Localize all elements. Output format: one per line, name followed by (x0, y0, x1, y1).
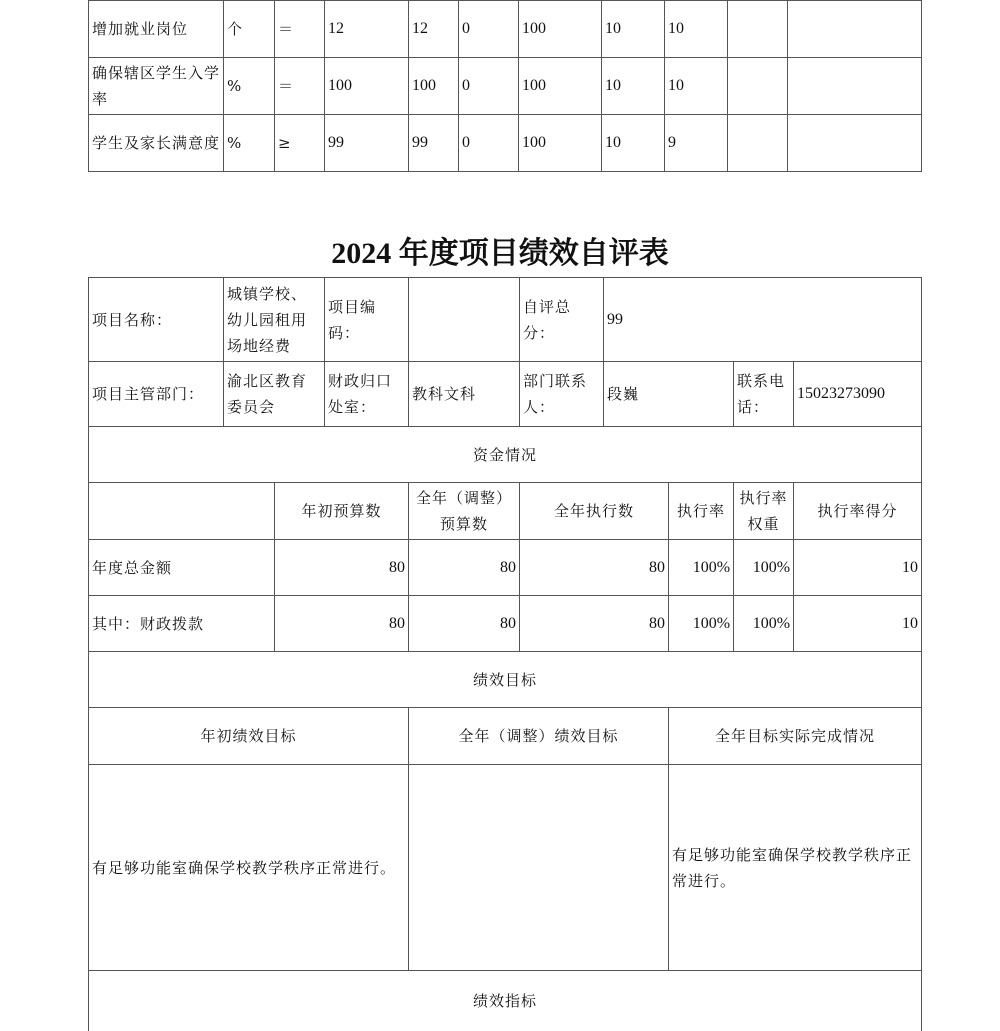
dept-label: 项目主管部门： (89, 362, 224, 427)
indicators-section-title: 绩效指标 (89, 971, 922, 1031)
indicator-deviation: 0 (459, 115, 519, 172)
funds-score: 10 (794, 596, 922, 652)
funds-score: 10 (794, 540, 922, 596)
funds-adjusted: 80 (409, 540, 520, 596)
phone-label: 联系电话： (734, 362, 794, 427)
indicator-note (788, 58, 922, 115)
contact-label: 部门联系人： (520, 362, 604, 427)
indicator-row (89, 115, 922, 172)
indicator-target: 100 (325, 58, 409, 115)
funds-executed: 80 (520, 596, 669, 652)
funds-rate: 100% (669, 540, 734, 596)
indicator-target: 12 (325, 1, 409, 58)
indicator-operator: ＝ (275, 1, 325, 58)
indicator-row (89, 1, 922, 58)
indicator-name: 确保辖区学生入学率 (89, 58, 224, 115)
goals-header-adjusted: 全年（调整）绩效目标 (409, 708, 669, 765)
indicator-note (728, 115, 788, 172)
project-name: 城镇学校、幼儿园租用场地经费 (224, 278, 325, 362)
indicator-score: 10 (665, 58, 728, 115)
indicator-note (788, 1, 922, 58)
funds-executed: 80 (520, 540, 669, 596)
goals-header-initial: 年初绩效目标 (89, 708, 409, 765)
indicator-unit: % (224, 115, 275, 172)
funds-header-executed: 全年执行数 (520, 483, 669, 540)
finance-office-label: 财政归口处室： (325, 362, 409, 427)
funds-initial: 80 (275, 540, 409, 596)
project-name-label: 项目名称： (89, 278, 224, 362)
funds-header-row (89, 483, 922, 540)
indicator-operator: ≥ (275, 115, 325, 172)
funds-header-rate: 执行率 (669, 483, 734, 540)
funds-header-adjusted: 全年（调整）预算数 (409, 483, 520, 540)
funds-weight: 100% (734, 596, 794, 652)
funds-header-initial: 年初预算数 (275, 483, 409, 540)
funds-row (89, 540, 922, 596)
indicator-completion: 100 (519, 115, 602, 172)
indicator-note (728, 1, 788, 58)
project-code (409, 278, 520, 362)
phone: 15023273090 (794, 362, 922, 427)
goals-header-actual: 全年目标实际完成情况 (669, 708, 922, 765)
contact: 段巍 (604, 362, 734, 427)
funds-header-score: 执行率得分 (794, 483, 922, 540)
dept: 渝北区教育委员会 (224, 362, 325, 427)
self-evaluation-table (88, 277, 922, 1031)
indicator-deviation: 0 (459, 58, 519, 115)
indicator-table (88, 0, 922, 172)
indicator-name: 增加就业岗位 (89, 1, 224, 58)
dept-info-row (89, 362, 922, 427)
self-score-label: 自评总分： (520, 278, 604, 362)
indicator-operator: ＝ (275, 58, 325, 115)
adjusted-goal (409, 765, 669, 971)
indicator-unit: 个 (224, 1, 275, 58)
actual-completion: 有足够功能室确保学校教学秩序正常进行。 (669, 765, 922, 971)
funds-header-blank (89, 483, 275, 540)
funds-initial: 80 (275, 596, 409, 652)
indicator-actual: 12 (409, 1, 459, 58)
funds-adjusted: 80 (409, 596, 520, 652)
funds-section-title: 资金情况 (89, 427, 922, 483)
indicator-target: 99 (325, 115, 409, 172)
funds-weight: 100% (734, 540, 794, 596)
funds-row-label: 其中：财政拨款 (89, 596, 275, 652)
indicator-note (788, 115, 922, 172)
indicator-note (728, 58, 788, 115)
funds-rate: 100% (669, 596, 734, 652)
project-code-label: 项目编码： (325, 278, 409, 362)
indicator-score: 10 (665, 1, 728, 58)
indicator-row (89, 58, 922, 115)
funds-row (89, 596, 922, 652)
finance-office: 教科文科 (409, 362, 520, 427)
funds-header-weight: 执行率权重 (734, 483, 794, 540)
indicator-weight: 10 (602, 1, 665, 58)
goals-row (89, 765, 922, 971)
funds-row-label: 年度总金额 (89, 540, 275, 596)
self-score: 99 (604, 278, 922, 362)
indicator-completion: 100 (519, 58, 602, 115)
indicator-deviation: 0 (459, 1, 519, 58)
indicator-score: 9 (665, 115, 728, 172)
indicator-unit: % (224, 58, 275, 115)
indicator-weight: 10 (602, 115, 665, 172)
initial-goal: 有足够功能室确保学校教学秩序正常进行。 (89, 765, 409, 971)
indicator-actual: 100 (409, 58, 459, 115)
project-info-row (89, 278, 922, 362)
indicator-weight: 10 (602, 58, 665, 115)
indicator-name: 学生及家长满意度 (89, 115, 224, 172)
indicator-actual: 99 (409, 115, 459, 172)
goals-section-title: 绩效目标 (89, 652, 922, 708)
page-title: 2024 年度项目绩效自评表 (331, 237, 669, 270)
indicator-completion: 100 (519, 1, 602, 58)
goals-header-row (89, 708, 922, 765)
